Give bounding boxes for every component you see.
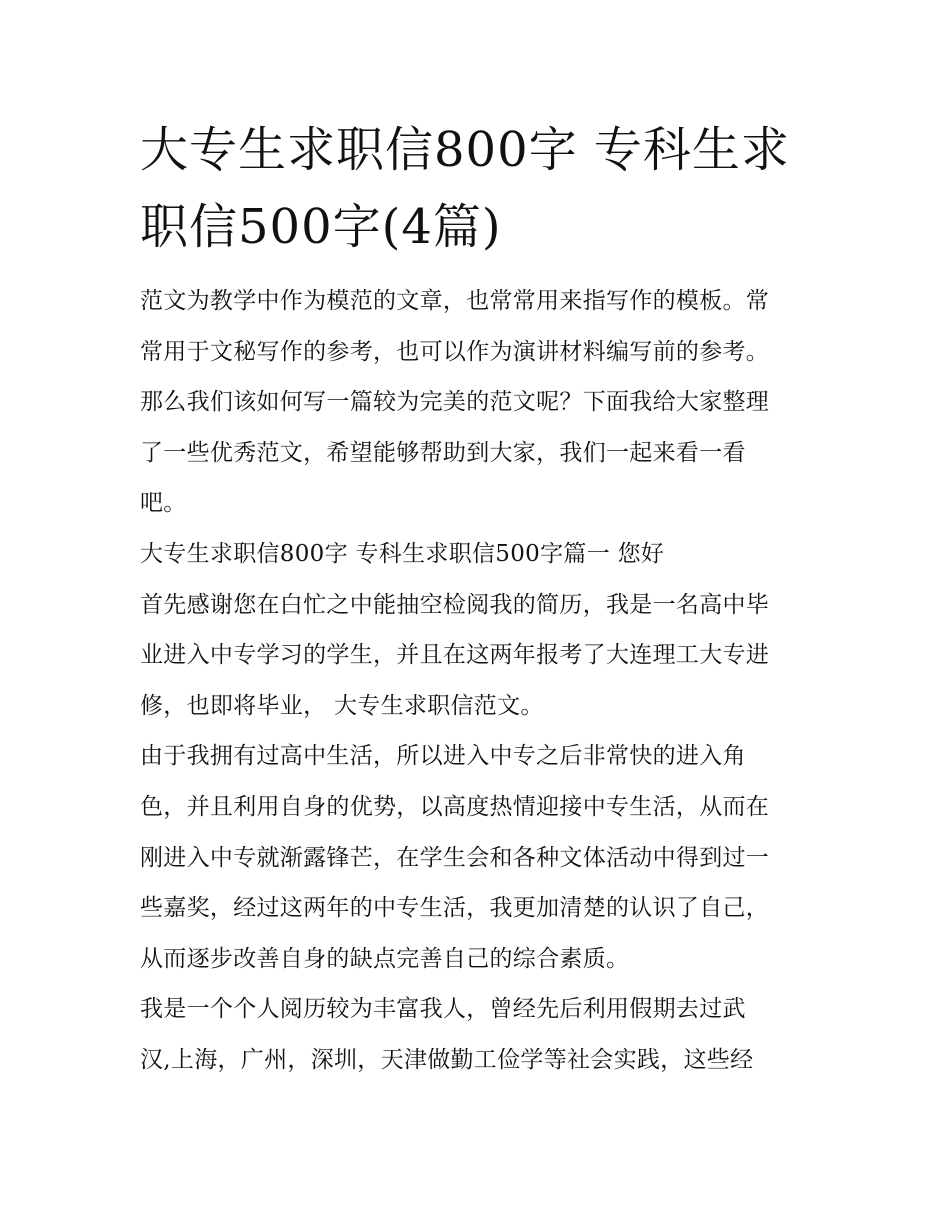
paragraph-1 bbox=[140, 580, 812, 732]
intro-paragraph bbox=[140, 276, 812, 529]
text-line: 那么我们该如何写一篇较为完美的范文呢？下面我给大家整理 bbox=[140, 389, 770, 416]
text-line: 大专生求职信800字 专科生求职信500字篇一 您好 bbox=[140, 540, 665, 567]
text-line: 刚进入中专就渐露锋芒，在学生会和各种文体活动中得到过一 bbox=[140, 844, 770, 871]
text-line: 从而逐步改善自身的缺点完善自己的综合素质。 bbox=[140, 945, 630, 972]
text-line: 吧。 bbox=[140, 490, 187, 517]
title-line: 大专生求职信800字 专科生求 bbox=[140, 122, 790, 178]
text-line: 汉,上海，广州，深圳，天津做勤工俭学等社会实践，这些经 bbox=[140, 1046, 754, 1073]
text-line: 常用于文秘写作的参考，也可以作为演讲材料编写前的参考。 bbox=[140, 338, 770, 365]
paragraph-3 bbox=[140, 984, 812, 1085]
document-title bbox=[140, 112, 840, 266]
section-heading bbox=[140, 529, 812, 580]
text-line: 由于我拥有过高中生活，所以进入中专之后非常快的进入角 bbox=[140, 743, 746, 770]
text-line: 修，也即将毕业， 大专生求职信范文。 bbox=[140, 692, 544, 719]
text-line: 范文为教学中作为模范的文章，也常常用来指写作的模板。常 bbox=[140, 288, 770, 314]
paragraph-2 bbox=[140, 731, 812, 984]
text-line: 色，并且利用自身的优势，以高度热情迎接中专生活，从而在 bbox=[140, 793, 770, 820]
text-line: 我是一个个人阅历较为丰富我人，曾经先后利用假期去过武 bbox=[140, 996, 746, 1023]
text-line: 首先感谢您在白忙之中能抽空检阅我的简历，我是一名高中毕 bbox=[140, 591, 770, 618]
text-line: 业进入中专学习的学生，并且在这两年报考了大连理工大专进 bbox=[140, 642, 770, 669]
document-body bbox=[140, 276, 812, 1086]
text-line: 了一些优秀范文，希望能够帮助到大家，我们一起来看一看 bbox=[140, 439, 746, 466]
text-line: 些嘉奖，经过这两年的中专生活，我更加清楚的认识了自己， bbox=[140, 895, 770, 922]
title-line: 职信500字(4篇) bbox=[140, 199, 502, 255]
